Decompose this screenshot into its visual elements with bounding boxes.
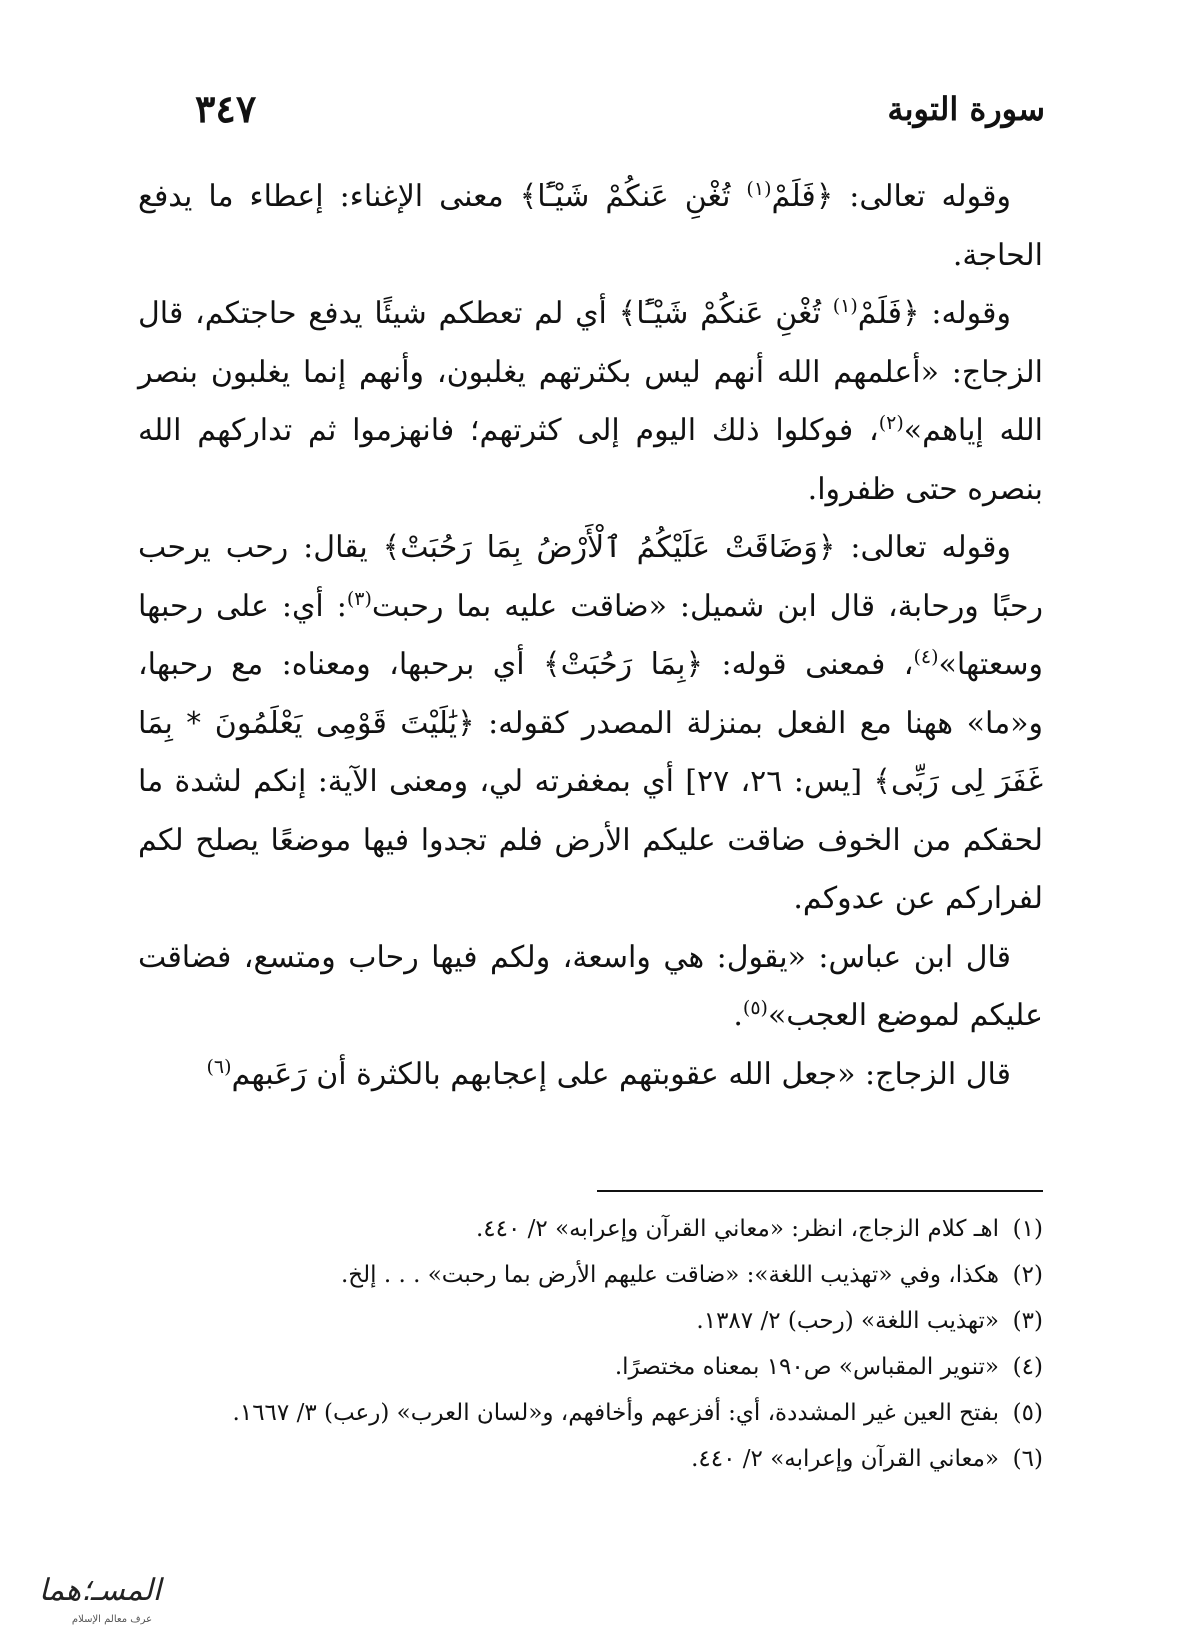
quran-verse: تُغْنِ عَنكُمْ شَيْـًٔا﴾ [618,296,833,331]
text-run: وقوله تعالى: [835,530,1012,565]
text-paragraph [138,929,1043,1046]
footnote-separator [597,1190,1043,1192]
footnote-reference: (٣) [346,587,372,610]
footnote-item [138,1344,1043,1390]
footnote-text: «تنوير المقباس» ص١٩٠ بمعناه مختصرًا. [614,1354,999,1380]
footnote-text: بفتح العين غير المشددة، أي: أفزعهم وأخافهم، و«لسان العرب» (رعب) ٣/ ١٦٦٧. [232,1400,999,1426]
footnote-number: (٢) [1012,1262,1043,1288]
text-run: [يس: ٢٦، ٢٧] أي بمغفرته لي، ومعنى الآية: إنكم لشدة ما لحقكم من الخوف ضاقت عليكم الأرض فلم تجدوا فيها موضعًا يصلح لكم لفراركم عن عدوكم. [138,764,1043,916]
footnote-item [138,1436,1043,1482]
text-run: قال ابن عباس: «يقول: هي واسعة، ولكم فيها رحاب ومتسع، فضاقت عليكم لموضع العجب» [138,939,1043,1033]
footnote-number: (٥) [1012,1400,1043,1426]
footnote-number: (٤) [1012,1354,1043,1380]
footnote-reference: (٦) [206,1055,232,1078]
page-number: ٣٤٧ [195,86,257,131]
footnote-reference: (٥) [742,997,768,1019]
quran-verse: ﴿فَلَمْ [771,179,834,214]
footnote-reference: (١) [832,295,858,317]
text-run: يقال: رحب يرحب رحبًا ورحابة، قال ابن شميل: «ضاقت عليه بما رحبت [138,530,1043,624]
text-paragraph [138,285,1043,519]
text-paragraph [138,519,1043,929]
quran-verse: تُغْنِ عَنكُمْ شَيْـًٔا﴾ [519,179,747,214]
footnote-text: اهـ كلام الزجاج، انظر: «معاني القرآن وإعرابه» ٢/ ٤٤٠. [475,1216,999,1242]
text-run: وقوله: [919,296,1011,331]
watermark-sub: عرف معالم الإسلام [71,1614,153,1625]
text-run: ، فمعنى قوله: [703,647,914,682]
watermark-main: المسـ؛هما [38,1573,162,1608]
footnote-item [138,1252,1043,1298]
footnote-item [138,1298,1043,1344]
text-run: أي برحبها، ومعناه: مع رحبها، و«ما» ههنا مع الفعل بمنزلة المصدر كقوله: [138,647,1044,741]
running-header [140,86,1045,140]
quran-verse: ﴿وَضَاقَتْ عَلَيْكُمُ ٱلْأَرْضُ بِمَا رَحُبَتْ﴾ [382,530,836,565]
footnote-number: (١) [1012,1216,1043,1242]
footnote-reference: (١) [746,178,772,200]
footnote-reference: (٢) [878,412,904,434]
text-run: معنى الإغناء: إعطاء ما يدفع الحاجة. [138,179,1043,273]
footnote-number: (٣) [1012,1308,1043,1334]
footnotes [138,1206,1043,1482]
quran-verse: ﴿يَٰلَيْتَ قَوْمِى يَعْلَمُونَ * بِمَا غَفَرَ لِى رَبِّى﴾ [138,705,1044,799]
text-run: وقوله تعالى: [833,179,1012,214]
quran-verse: ﴿فَلَمْ [857,296,920,331]
text-paragraph [138,1046,1043,1105]
text-run: قال الزجاج: «جعل الله عقوبتهم على إعجابهم بالكثرة أن رَعَبهم [231,1056,1011,1092]
footnote-text: «معاني القرآن وإعرابه» ٢/ ٤٤٠. [691,1446,999,1472]
footnote-text: هكذا، وفي «تهذيب اللغة»: «ضاقت عليهم الأرض بما رحبت» . . . إلخ. [340,1262,999,1288]
footnote-number: (٦) [1012,1446,1043,1472]
text-run: : أي: على رحبها وسعتها» [138,588,1043,682]
surah-title: سورة التوبة [887,90,1045,128]
main-text [138,168,1043,1104]
quran-verse: ﴿بِمَا رَحُبَتْ﴾ [543,647,704,682]
footnote-item [138,1206,1043,1252]
text-run: أي لم تعطكم شيئًا يدفع حاجتكم، قال الزجاج: «أعلمهم الله أنهم ليس بكثرتهم يغلبون، وأنهم إنما يغلبون بنصر الله إياهم» [138,296,1043,448]
footnote-item [138,1390,1043,1436]
text-paragraph [138,168,1043,285]
text-run: . [733,998,743,1033]
footnote-reference: (٤) [913,646,939,668]
text-run: ، فوكلوا ذلك اليوم إلى كثرتهم؛ فانهزموا ثم تداركهم الله بنصره حتى ظفروا. [138,413,1043,507]
publisher-watermark-logo [20,1562,180,1632]
footnote-text: «تهذيب اللغة» (رحب) ٢/ ١٣٨٧. [696,1308,999,1334]
